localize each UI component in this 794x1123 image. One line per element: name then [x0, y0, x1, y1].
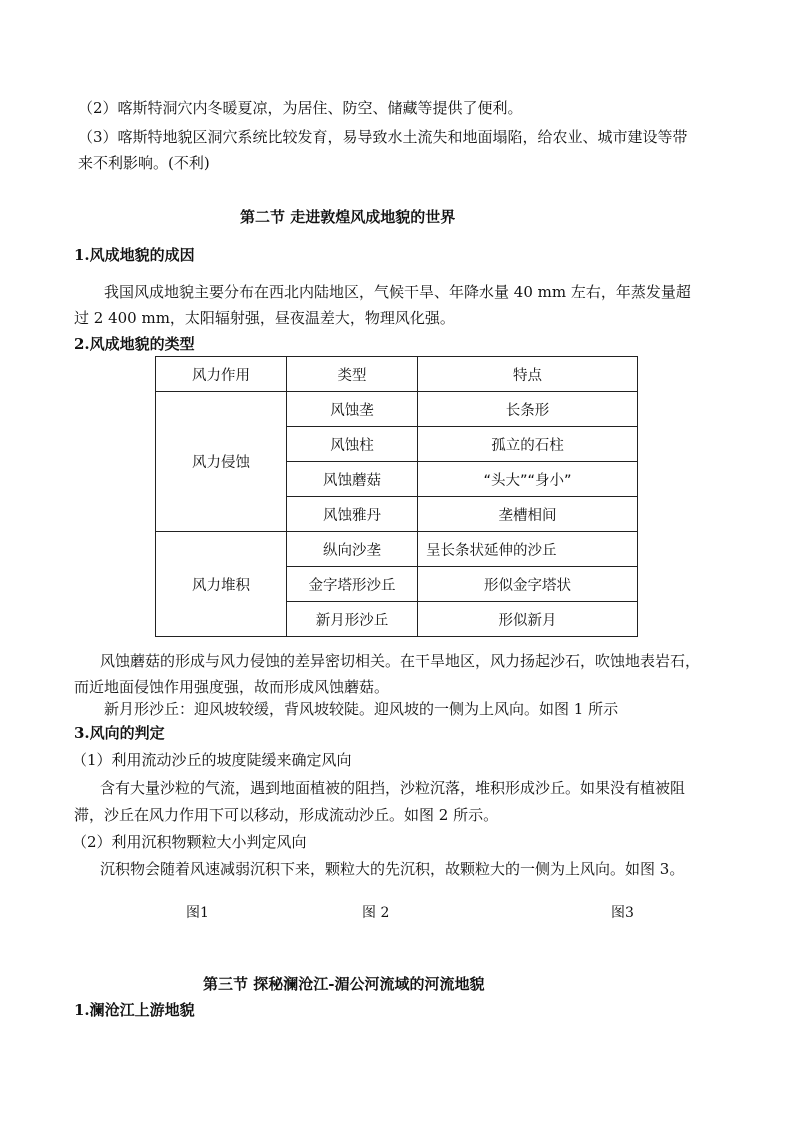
heading-upper-lancang: 1.澜沧江上游地貌	[74, 1001, 195, 1019]
table-row	[156, 392, 638, 427]
figure-3-caption: 图3	[611, 905, 634, 921]
group-erosion-cell: 风力侵蚀	[156, 392, 287, 532]
heading-wind-direction: 3.风向的判定	[74, 724, 165, 742]
type-cell: 风蚀蘑菇	[287, 462, 418, 497]
paragraph-mushroom-line1: 风蚀蘑菇的形成与风力侵蚀的差异密切相关。在干旱地区，风力扬起沙石，吹蚀地表岩石，	[100, 652, 701, 670]
method-2-paragraph: 沉积物会随着风速减弱沉积下来，颗粒大的先沉积，故颗粒大的一侧为上风向。如图 3。	[100, 860, 685, 878]
feature-cell: 垄槽相间	[418, 497, 638, 532]
section-3-title: 第三节 探秘澜沧江-湄公河流域的河流地貌	[203, 975, 485, 993]
paragraph-causes-line1: 我国风成地貌主要分布在西北内陆地区，气候干旱、年降水量 40 mm 左右，年蒸发量超	[104, 283, 691, 301]
heading-wind-landform-types: 2.风成地貌的类型	[74, 335, 195, 353]
paragraph-causes-line2: 过 2 400 mm，太阳辐射强，昼夜温差大，物理风化强。	[74, 309, 455, 327]
paragraph-karst-cave-harm-line1: （3）喀斯特地貌区洞穴系统比较发育，易导致水土流失和地面塌陷，给农业、城市建设等带	[78, 128, 688, 146]
type-cell: 新月形沙丘	[287, 602, 418, 637]
group-deposition-cell: 风力堆积	[156, 532, 287, 637]
figure-1-caption: 图1	[186, 905, 209, 921]
column-header-type: 类型	[287, 357, 418, 392]
type-cell: 风蚀柱	[287, 427, 418, 462]
method-1-paragraph-line1: 含有大量沙粒的气流，遇到地面植被的阻挡，沙粒沉落，堆积形成沙丘。如果没有植被阻	[100, 779, 686, 797]
figure-2-caption: 图 2	[362, 905, 390, 921]
paragraph-karst-cave-benefit: （2）喀斯特洞穴内冬暖夏凉，为居住、防空、储藏等提供了便利。	[78, 99, 523, 117]
type-cell: 金字塔形沙丘	[287, 567, 418, 602]
feature-cell: 形似金字塔状	[418, 567, 638, 602]
table-row	[156, 532, 638, 567]
feature-cell: 呈长条状延伸的沙丘	[418, 532, 638, 567]
feature-cell: 孤立的石柱	[418, 427, 638, 462]
type-cell: 风蚀垄	[287, 392, 418, 427]
feature-cell: 长条形	[418, 392, 638, 427]
table-header-row	[156, 357, 638, 392]
paragraph-crescent-dune: 新月形沙丘：迎风坡较缓，背风坡较陡。迎风坡的一侧为上风向。如图 1 所示	[104, 700, 619, 718]
column-header-feature: 特点	[418, 357, 638, 392]
landform-types-table	[155, 356, 638, 637]
method-1-paragraph-line2: 滞，沙丘在风力作用下可以移动，形成流动沙丘。如图 2 所示。	[74, 806, 499, 824]
feature-cell: “头大”“身小”	[418, 462, 638, 497]
method-2-heading: （2）利用沉积物颗粒大小判定风向	[72, 833, 307, 851]
column-header-action: 风力作用	[156, 357, 287, 392]
type-cell: 纵向沙垄	[287, 532, 418, 567]
paragraph-mushroom-line2: 而近地面侵蚀作用强度强，故而形成风蚀蘑菇。	[74, 678, 390, 696]
feature-cell: 形似新月	[418, 602, 638, 637]
paragraph-karst-cave-harm-line2: 来不利影响。(不利)	[78, 154, 210, 172]
method-1-heading: （1）利用流动沙丘的坡度陡缓来确定风向	[72, 751, 352, 769]
section-2-title: 第二节 走进敦煌风成地貌的世界	[240, 208, 456, 226]
type-cell: 风蚀雅丹	[287, 497, 418, 532]
heading-wind-landform-causes: 1.风成地貌的成因	[74, 246, 195, 264]
